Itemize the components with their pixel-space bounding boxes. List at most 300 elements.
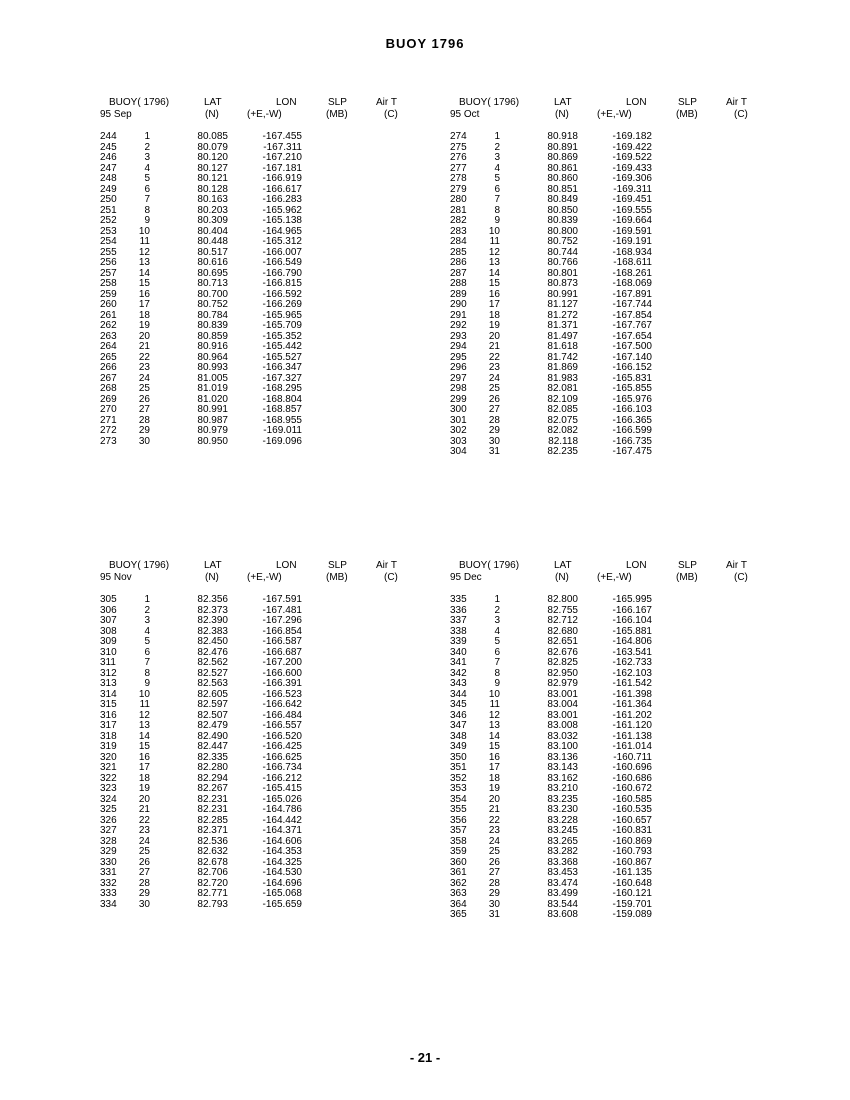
latitude: 83.608 [547,909,578,920]
longitude: -165.831 [612,372,652,384]
latitude: 83.499 [547,888,578,899]
day-of-month: 14 [488,730,500,742]
day-of-month: 29 [488,888,500,899]
longitude: -169.433 [612,162,652,174]
day-of-year: 356 [450,814,467,826]
longitude: -162.733 [612,657,652,668]
latitude: 82.335 [197,751,228,763]
longitude: -167.500 [612,341,652,352]
lat-unit: (N) [555,109,569,120]
longitude: -166.625 [262,751,302,763]
longitude: -164.786 [262,804,302,815]
buoy-header: BUOY( 1796) [459,97,520,108]
latitude: 81.497 [547,330,578,342]
day-of-year: 308 [100,625,117,637]
day-of-month: 5 [494,173,500,184]
day-of-month: 20 [488,330,500,342]
day-of-month: 13 [138,257,150,268]
day-of-year: 319 [100,741,117,752]
lat-unit: (N) [555,572,569,583]
lon-unit: (+E,-W) [597,572,632,583]
longitude: -168.955 [262,414,302,426]
day-of-month: 11 [489,236,500,247]
longitude: -166.523 [262,688,302,700]
day-of-year: 298 [450,383,467,394]
longitude: -166.283 [262,194,302,205]
latitude: 82.825 [547,657,578,668]
day-of-year: 346 [450,709,467,721]
longitude: -165.709 [262,320,302,331]
latitude: 83.008 [547,720,578,731]
longitude: -164.371 [262,825,302,836]
longitude: -159.089 [612,909,652,920]
latitude: 80.700 [197,288,228,300]
day-of-month: 27 [138,404,150,415]
latitude: 83.143 [547,762,578,773]
longitude: -168.295 [262,383,302,394]
longitude: -164.325 [262,856,302,868]
latitude: 81.618 [547,341,578,352]
period-label: 95 Nov [100,572,132,583]
day-of-year: 341 [450,657,467,668]
day-of-year: 313 [100,678,117,689]
longitude: -166.592 [262,288,302,300]
day-of-month: 5 [494,636,500,647]
day-of-month: 9 [494,215,500,226]
longitude: -160.686 [612,772,652,784]
latitude: 82.085 [547,404,578,415]
longitude: -164.606 [262,835,302,847]
day-of-year: 260 [100,299,117,310]
longitude: -169.182 [612,131,652,142]
longitude: -161.364 [612,699,652,710]
day-of-year: 269 [100,393,117,405]
day-of-year: 275 [450,141,467,153]
day-of-year: 349 [450,741,467,752]
longitude: -165.415 [262,783,302,794]
latitude: 80.979 [197,425,228,436]
longitude: -160.672 [612,783,652,794]
day-of-year: 254 [100,236,117,247]
day-of-month: 13 [488,720,500,731]
latitude: 80.784 [197,309,228,321]
day-of-year: 277 [450,162,467,174]
day-of-month: 7 [144,657,150,668]
longitude: -169.306 [612,173,652,184]
longitude: -165.026 [262,793,302,805]
longitude: -166.391 [262,678,302,689]
longitude: -161.138 [612,730,652,742]
day-of-year: 307 [100,615,117,626]
day-of-year: 291 [450,309,467,321]
day-of-year: 285 [450,246,467,258]
latitude: 80.752 [197,299,228,310]
airt-unit: (C) [734,109,748,120]
latitude: 81.005 [197,372,228,384]
day-of-year: 357 [450,825,467,836]
day-of-month: 1 [494,594,500,605]
latitude: 82.371 [197,825,228,836]
latitude: 81.742 [547,351,578,363]
day-of-month: 3 [144,615,150,626]
longitude: -165.312 [262,236,302,247]
airt-unit: (C) [734,572,748,583]
latitude: 82.373 [197,604,228,616]
day-of-month: 18 [488,772,500,784]
day-of-month: 4 [144,625,150,637]
day-of-year: 286 [450,257,467,268]
longitude: -166.815 [262,278,302,289]
latitude: 83.230 [547,804,578,815]
day-of-month: 30 [488,435,500,447]
latitude: 83.004 [547,699,578,710]
day-of-year: 348 [450,730,467,742]
longitude: -167.455 [262,131,302,142]
latitude: 83.136 [547,751,578,763]
day-of-year: 245 [100,141,117,153]
day-of-year: 259 [100,288,117,300]
latitude: 83.235 [547,793,578,805]
day-of-year: 362 [450,877,467,889]
latitude: 82.075 [547,414,578,426]
latitude: 82.562 [197,657,228,668]
latitude: 80.891 [547,141,578,153]
day-of-year: 249 [100,183,117,195]
latitude: 80.851 [547,183,578,195]
longitude: -167.311 [263,141,302,153]
latitude: 80.079 [197,141,228,153]
latitude: 80.861 [547,162,578,174]
day-of-month: 9 [144,678,150,689]
day-of-month: 18 [488,309,500,321]
day-of-month: 11 [139,236,150,247]
day-of-month: 30 [138,435,150,447]
day-of-year: 296 [450,362,467,373]
lat-header: LAT [554,97,572,108]
day-of-month: 12 [138,709,150,721]
latitude: 83.282 [547,846,578,857]
longitude: -165.962 [262,204,302,216]
longitude: -160.711 [613,751,652,763]
longitude: -165.659 [262,898,302,910]
day-of-year: 281 [450,204,467,216]
day-of-month: 12 [488,246,500,258]
day-of-year: 273 [100,435,117,447]
day-of-month: 25 [138,383,150,394]
day-of-year: 345 [450,699,467,710]
longitude: -167.654 [612,330,652,342]
day-of-year: 363 [450,888,467,899]
day-of-month: 3 [494,152,500,163]
slp-unit: (MB) [326,572,348,583]
day-of-month: 24 [138,372,150,384]
latitude: 80.859 [197,330,228,342]
day-of-year: 318 [100,730,117,742]
day-of-year: 328 [100,835,117,847]
latitude: 83.544 [547,898,578,910]
longitude: -166.600 [262,667,302,679]
day-of-year: 265 [100,351,117,363]
longitude: -169.664 [612,215,652,226]
longitude: -166.735 [612,435,652,447]
longitude: -165.527 [262,351,302,363]
longitude: -169.311 [613,183,652,195]
day-of-month: 3 [494,615,500,626]
longitude: -166.854 [262,625,302,637]
longitude: -166.790 [262,267,302,279]
day-of-month: 2 [144,604,150,616]
day-of-year: 301 [450,414,467,426]
latitude: 83.001 [547,709,578,721]
day-of-month: 26 [488,393,500,405]
longitude: -169.451 [612,194,652,205]
day-of-year: 330 [100,856,117,868]
day-of-month: 24 [138,835,150,847]
longitude: -165.068 [262,888,302,899]
day-of-month: 4 [494,625,500,637]
longitude: -161.120 [612,720,652,731]
longitude: -166.919 [262,173,302,184]
latitude: 80.991 [197,404,228,415]
buoy-header: BUOY( 1796) [109,560,170,571]
day-of-year: 344 [450,688,467,700]
longitude: -166.167 [612,604,652,616]
day-of-month: 6 [494,183,500,195]
latitude: 80.448 [197,236,228,247]
day-of-month: 25 [488,846,500,857]
latitude: 81.869 [547,362,578,373]
day-of-month: 17 [138,762,150,773]
day-of-year: 352 [450,772,467,784]
slp-header: SLP [678,97,697,108]
day-of-month: 18 [138,309,150,321]
day-of-year: 361 [450,867,467,878]
longitude: -160.696 [612,762,652,773]
day-of-year: 293 [450,330,467,342]
day-of-month: 15 [138,741,150,752]
day-of-year: 267 [100,372,117,384]
day-of-year: 284 [450,236,467,247]
longitude: -166.269 [262,299,302,310]
day-of-month: 27 [488,867,500,878]
day-of-month: 8 [144,204,150,216]
day-of-month: 7 [494,194,500,205]
longitude: -166.557 [262,720,302,731]
longitude: -165.138 [262,215,302,226]
day-of-year: 287 [450,267,467,279]
day-of-year: 248 [100,173,117,184]
latitude: 80.120 [197,152,228,163]
latitude: 80.860 [547,173,578,184]
day-of-month: 20 [488,793,500,805]
day-of-month: 24 [488,835,500,847]
latitude: 80.839 [197,320,228,331]
day-of-year: 280 [450,194,467,205]
day-of-year: 323 [100,783,117,794]
day-of-month: 11 [139,699,150,710]
day-of-month: 6 [144,183,150,195]
longitude: -165.855 [612,383,652,394]
panel-sep [100,97,500,497]
longitude: -167.296 [262,615,302,626]
longitude: -166.103 [612,404,652,415]
day-of-year: 320 [100,751,117,763]
lon-header: LON [626,97,647,108]
day-of-month: 20 [138,330,150,342]
day-of-month: 1 [144,131,150,142]
latitude: 80.127 [197,162,228,174]
longitude: -161.014 [612,741,652,752]
day-of-year: 327 [100,825,117,836]
latitude: 81.127 [547,299,578,310]
day-of-year: 331 [100,867,117,878]
day-of-year: 262 [100,320,117,331]
latitude: 83.162 [547,772,578,784]
longitude: -169.522 [612,152,652,163]
latitude: 83.228 [547,814,578,826]
day-of-year: 276 [450,152,467,163]
page-title: BUOY 1796 [385,36,465,51]
longitude: -169.422 [612,141,652,153]
latitude: 82.450 [197,636,228,647]
latitude: 82.294 [197,772,228,784]
longitude: -167.210 [262,152,302,163]
latitude: 82.680 [547,625,578,637]
latitude: 82.800 [547,594,578,605]
day-of-year: 309 [100,636,117,647]
day-of-month: 7 [144,194,150,205]
day-of-month: 15 [488,278,500,289]
longitude: -169.191 [612,236,652,247]
lat-header: LAT [204,560,222,571]
latitude: 80.849 [547,194,578,205]
day-of-month: 27 [488,404,500,415]
day-of-month: 23 [488,362,500,373]
latitude: 80.203 [197,204,228,216]
latitude: 80.766 [547,257,578,268]
longitude: -160.793 [612,846,652,857]
longitude: -160.585 [612,793,652,805]
day-of-year: 316 [100,709,117,721]
longitude: -165.976 [612,393,652,405]
day-of-month: 7 [494,657,500,668]
latitude: 82.507 [197,709,228,721]
longitude: -167.854 [612,309,652,321]
day-of-month: 12 [138,246,150,258]
day-of-month: 14 [138,267,150,279]
slp-unit: (MB) [326,109,348,120]
day-of-month: 17 [138,299,150,310]
longitude: -164.696 [262,877,302,889]
day-of-year: 257 [100,267,117,279]
lon-unit: (+E,-W) [247,572,282,583]
longitude: -168.611 [613,257,652,268]
day-of-year: 252 [100,215,117,226]
latitude: 80.616 [197,257,228,268]
latitude: 82.267 [197,783,228,794]
latitude: 82.118 [548,435,578,447]
day-of-year: 278 [450,173,467,184]
longitude: -164.965 [262,225,302,237]
day-of-month: 25 [138,846,150,857]
day-of-month: 31 [488,909,500,920]
day-of-month: 8 [494,667,500,679]
latitude: 80.916 [197,341,228,352]
day-of-month: 1 [144,594,150,605]
day-of-month: 15 [138,278,150,289]
day-of-month: 17 [488,299,500,310]
lon-header: LON [626,560,647,571]
latitude: 83.210 [547,783,578,794]
day-of-month: 2 [494,604,500,616]
latitude: 81.983 [547,372,578,384]
day-of-year: 326 [100,814,117,826]
latitude: 82.563 [197,678,228,689]
longitude: -166.549 [262,257,302,268]
latitude: 80.517 [197,246,228,258]
day-of-month: 9 [494,678,500,689]
latitude: 82.793 [197,898,228,910]
day-of-month: 22 [488,351,500,363]
day-of-month: 26 [138,856,150,868]
longitude: -167.891 [612,288,652,300]
day-of-month: 8 [144,667,150,679]
latitude: 83.001 [547,688,578,700]
lat-unit: (N) [205,109,219,120]
latitude: 82.676 [547,646,578,658]
day-of-year: 312 [100,667,117,679]
longitude: -160.648 [612,877,652,889]
latitude: 81.020 [197,393,228,405]
longitude: -166.365 [612,414,652,426]
day-of-year: 364 [450,898,467,910]
latitude: 82.280 [197,762,228,773]
latitude: 82.447 [197,741,228,752]
latitude: 81.019 [197,383,228,394]
latitude: 80.987 [197,414,228,426]
day-of-year: 250 [100,194,117,205]
day-of-month: 31 [488,446,500,457]
latitude: 80.695 [197,267,228,279]
day-of-month: 15 [488,741,500,752]
day-of-month: 23 [488,825,500,836]
period-label: 95 Sep [100,109,132,120]
latitude: 80.128 [197,183,228,195]
airt-header: Air T [726,560,747,571]
day-of-month: 28 [488,414,500,426]
latitude: 83.453 [547,867,578,878]
longitude: -169.096 [262,435,302,447]
day-of-month: 22 [138,351,150,363]
day-of-year: 333 [100,888,117,899]
day-of-year: 343 [450,678,467,689]
lat-unit: (N) [205,572,219,583]
latitude: 80.713 [197,278,228,289]
latitude: 82.285 [197,814,228,826]
longitude: -164.806 [612,636,652,647]
period-label: 95 Oct [450,109,480,120]
lat-header: LAT [204,97,222,108]
day-of-month: 28 [138,877,150,889]
day-of-year: 302 [450,425,467,436]
airt-unit: (C) [384,109,398,120]
latitude: 82.706 [197,867,228,878]
day-of-year: 351 [450,762,467,773]
day-of-year: 306 [100,604,117,616]
day-of-month: 12 [488,709,500,721]
day-of-year: 297 [450,372,467,384]
day-of-year: 274 [450,131,467,142]
